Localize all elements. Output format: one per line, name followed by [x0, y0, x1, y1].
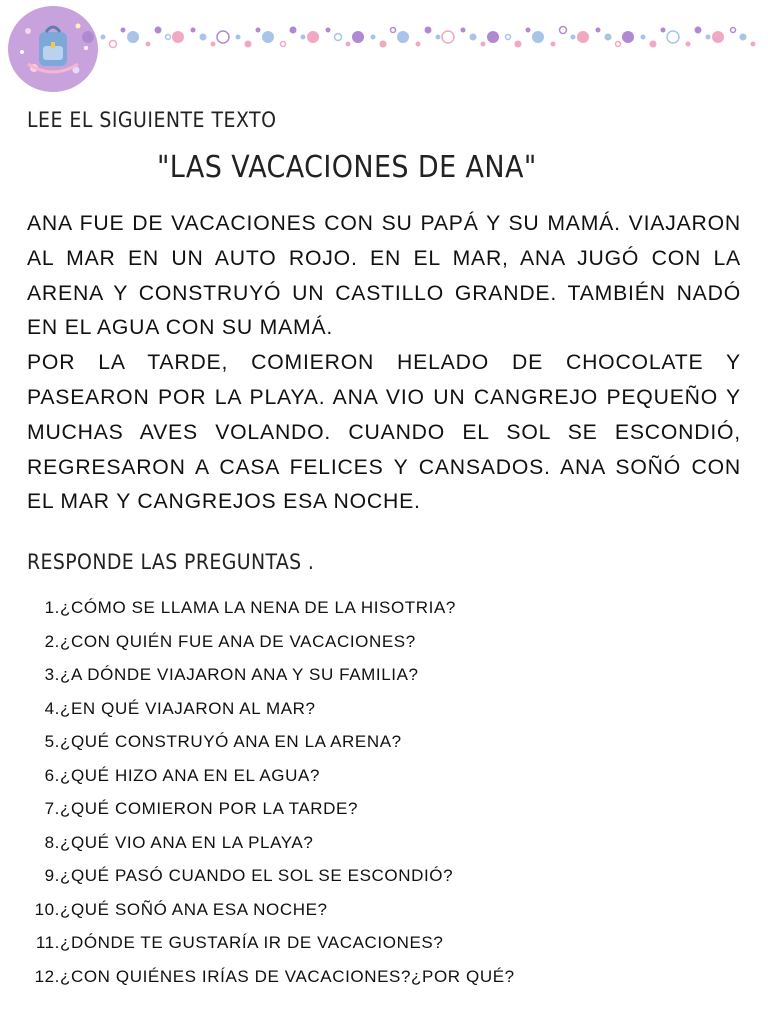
border-dot: [616, 42, 621, 47]
story-paragraph-1: ANA FUE DE VACACIONES CON SU PAPÁ Y SU MAMÁ. VIAJARON AL MAR EN UN AUTO ROJO. EN EL MAR, ANA JUGÓ CON LA ARENA Y CONSTRUYÓ UN CASTILLO GRANDE. TAMBIÉN NADÓ EN EL AGUA CON SU MAMÁ.: [27, 212, 741, 340]
question-item: [27, 627, 757, 661]
question-number: 7.: [44, 799, 60, 818]
question-item: [27, 727, 757, 761]
border-dot: [416, 42, 421, 47]
question-text: ¿DÓNDE TE GUSTARÍA IR DE VACACIONES?: [60, 933, 444, 952]
border-dot: [346, 42, 351, 47]
question-item: [27, 593, 757, 627]
border-dot: [166, 35, 171, 40]
border-dot: [301, 35, 306, 40]
border-dot: [82, 31, 94, 43]
border-dot: [686, 42, 691, 47]
border-dot: [335, 34, 342, 41]
border-dot: [526, 28, 531, 33]
border-dot: [146, 42, 151, 47]
question-list: [27, 593, 757, 995]
question-text: ¿QUÉ COMIERON POR LA TARDE?: [60, 799, 359, 818]
border-dot: [245, 41, 252, 48]
border-dot: [391, 28, 396, 33]
border-dot: [571, 35, 576, 40]
border-dot: [397, 31, 409, 43]
border-dot: [751, 42, 756, 47]
border-dot: [281, 42, 286, 47]
border-dot: [256, 28, 261, 33]
border-dot: [127, 31, 139, 43]
question-number: 1.: [44, 598, 60, 617]
border-dot: [461, 28, 466, 33]
border-dot: [352, 31, 364, 43]
question-text: ¿QUÉ CONSTRUYÓ ANA EN LA ARENA?: [60, 732, 402, 751]
question-text: ¿EN QUÉ VIAJARON AL MAR?: [60, 698, 316, 718]
border-dot: [307, 31, 319, 43]
border-dot: [371, 35, 376, 40]
border-dot: [515, 41, 522, 48]
border-dot: [442, 31, 454, 43]
border-dot: [532, 31, 544, 43]
border-dot: [661, 28, 666, 33]
border-dot: [712, 31, 724, 43]
border-dot: [155, 27, 162, 34]
border-dot: [262, 31, 274, 43]
border-dot: [217, 31, 229, 43]
border-dot: [191, 28, 196, 33]
question-number: 8.: [44, 832, 60, 852]
border-dot: [667, 31, 679, 43]
question-text: ¿QUÉ VIO ANA EN LA PLAYA?: [60, 832, 314, 852]
border-dot: [470, 34, 477, 41]
story-title: "LAS VACACIONES DE ANA": [157, 150, 537, 185]
border-dot: [380, 41, 387, 48]
question-number: 2.: [44, 631, 60, 651]
question-item: [27, 761, 757, 795]
question-item: [27, 962, 757, 996]
border-dot: [622, 31, 634, 43]
border-dot: [326, 28, 331, 33]
question-number: 5.: [44, 732, 60, 751]
question-number: 4.: [44, 698, 60, 718]
border-dot: [605, 34, 612, 41]
border-dot: [110, 41, 117, 48]
question-text: ¿CON QUIÉN FUE ANA DE VACACIONES?: [60, 631, 416, 651]
question-number: 11.: [35, 933, 60, 952]
border-dot: [706, 35, 711, 40]
questions-heading: RESPONDE LAS PREGUNTAS .: [27, 550, 315, 574]
question-item: [27, 861, 757, 895]
border-dot: [211, 42, 216, 47]
question-item: [27, 660, 757, 694]
border-dot: [577, 31, 589, 43]
border-dot: [695, 27, 702, 34]
reading-instruction: LEE EL SIGUIENTE TEXTO: [27, 108, 277, 132]
border-dot: [740, 34, 747, 41]
question-text: ¿QUÉ HIZO ANA EN EL AGUA?: [60, 765, 320, 785]
border-dot: [481, 42, 486, 47]
question-item: [27, 794, 757, 828]
question-item: [27, 828, 757, 862]
border-dot: [560, 27, 567, 34]
question-number: 10.: [34, 899, 60, 919]
dots-border: [82, 22, 768, 52]
border-dot: [436, 35, 441, 40]
border-dot: [506, 35, 511, 40]
question-item: [27, 928, 757, 962]
border-dot: [236, 35, 241, 40]
border-dot: [596, 28, 601, 33]
border-dot: [641, 35, 646, 40]
question-item: [27, 895, 757, 929]
question-text: ¿CON QUIÉNES IRÍAS DE VACACIONES?¿POR QUÉ?: [60, 966, 515, 986]
border-dot: [425, 27, 432, 34]
border-dot: [551, 42, 556, 47]
story-paragraph-2: POR LA TARDE, COMIERON HELADO DE CHOCOLATE Y PASEARON POR LA PLAYA. ANA VIO UN CANGREJO PEQUEÑO Y MUCHAS AVES VOLANDO. CUANDO EL SOL SE ESCONDIÓ, REGRESARON A CASA FELICES Y CANSADOS. ANA SOÑÓ CON EL MAR Y CANGREJOS ESA NOCHE.: [27, 351, 741, 514]
border-dot: [290, 27, 297, 34]
border-dot: [487, 31, 499, 43]
border-dot: [731, 28, 736, 33]
question-text: ¿QUÉ SOÑÓ ANA ESA NOCHE?: [60, 899, 328, 919]
question-number: 6.: [44, 765, 60, 785]
question-number: 12.: [34, 966, 60, 986]
question-text: ¿A DÓNDE VIAJARON ANA Y SU FAMILIA?: [60, 665, 419, 684]
border-dot: [101, 35, 106, 40]
question-number: 3.: [44, 665, 60, 684]
border-dot: [650, 41, 657, 48]
border-dot: [121, 28, 126, 33]
border-dot: [200, 34, 207, 41]
border-dot: [172, 31, 184, 43]
question-item: [27, 694, 757, 728]
question-text: ¿CÓMO SE LLAMA LA NENA DE LA HISOTRIA?: [60, 598, 456, 617]
question-text: ¿QUÉ PASÓ CUANDO EL SOL SE ESCONDIÓ?: [60, 866, 454, 885]
question-number: 9.: [44, 866, 60, 885]
story-text: [27, 207, 741, 520]
